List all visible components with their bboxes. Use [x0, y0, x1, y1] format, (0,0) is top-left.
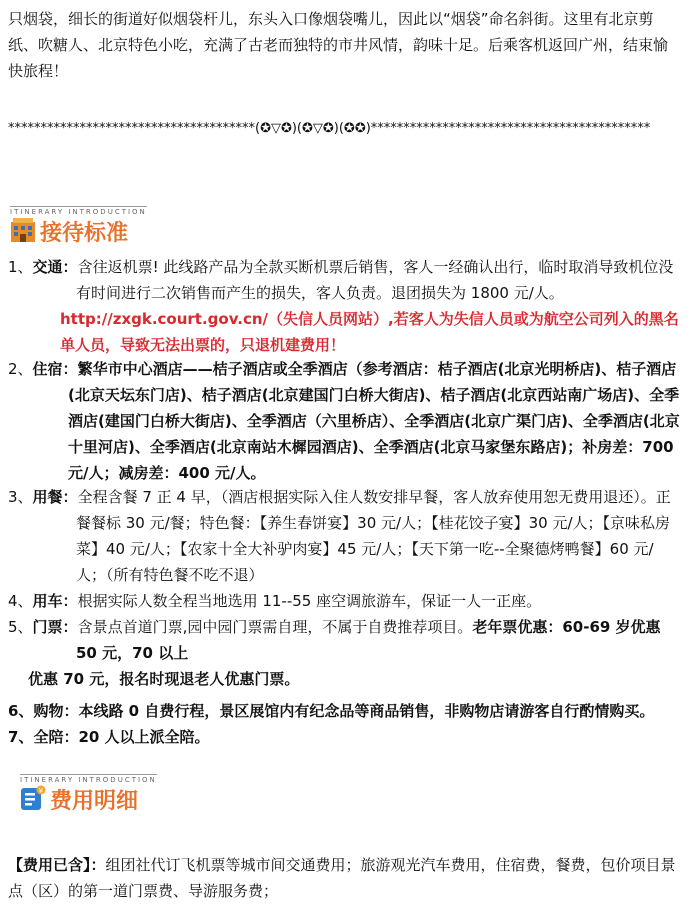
item-text: 全程含餐 7 正 4 早，（酒店根据实际入住人数安排早餐，客人放弃使用恕无费用退还）。正餐餐标 30 元/餐；特色餐：【养生春饼宴】30 元/人；【桂花饺子宴】30 元/人；【京味私房菜】40 元/人；【农家十全大补驴肉宴】45 元/人；【天下第一吃--全聚德烤鸭餐】60 元/人；（所有特色餐不吃不退） [76, 488, 671, 584]
svg-text:¥: ¥ [38, 787, 44, 795]
item-number: 2、 [8, 360, 33, 378]
item-text: 含往返机票! 此线路产品为全款买断机票后销售，客人一经确认出行，临时取消导致机位没有时间进行二次销售而产生的损失，客人负责。退团损失为 1800 元/人。 [76, 258, 674, 302]
item-label: 门票： [32, 618, 78, 636]
section-header-reception [10, 206, 147, 248]
item-ticket [8, 614, 682, 692]
intro-paragraph: 只烟袋，细长的街道好似烟袋杆儿，东头入口像烟袋嘴儿，因此以“烟袋”命名斜街。这里有北京剪纸、吹糖人、北京特色小吃，充满了古老而独特的市井风情，韵味十足。后乘客机返回广州，结束愉快旅程！ [8, 10, 669, 80]
bill-icon [20, 785, 46, 819]
star-divider: **************************************(✪▽✪)(✪▽✪)(✪✪)******************************************* [8, 121, 651, 136]
item-traffic [8, 254, 682, 358]
hotel-icon [10, 217, 36, 251]
item-meal [8, 484, 682, 588]
item-number: 4、 [8, 592, 33, 610]
item-number: 6、 [8, 702, 34, 720]
item-label: 用餐： [32, 488, 78, 506]
senior-discount: 老年票优惠：60-69 岁优惠 50 元，70 以上 [76, 618, 661, 662]
fee-included-label: 【费用已含】： [8, 856, 106, 874]
item-number: 5、 [8, 618, 33, 636]
item-text: 含景点首道门票,园中园门票需自理，不属于自费推荐项目。 [77, 618, 473, 636]
section-en-label: ITINERARY INTRODUCTION [10, 208, 147, 216]
item-guide [8, 724, 682, 750]
item-car [8, 588, 682, 614]
item-shopping [8, 698, 682, 724]
item-label: 住宿： [32, 360, 78, 378]
item-text: 根据实际人数全程当地选用 11--55 座空调旅游车，保证一人一正座。 [77, 592, 542, 610]
fee-included [8, 852, 682, 904]
item-number: 7、 [8, 728, 34, 746]
item-text: 购物：本线路 0 自费行程，景区展馆内有纪念品等商品销售，非购物店请游客自行酌情购买。 [33, 702, 655, 720]
item-label: 交通： [32, 258, 78, 276]
item-text: 繁华市中心酒店——桔子酒店或全季酒店（参考酒店：桔子酒店(北京光明桥店)、桔子酒店(北京天坛东门店)、桔子酒店(北京建国门白桥大街店)、桔子酒店(北京西站南广场店)、全季酒店(建国门白桥大街店)、全季酒店（六里桥店）、全季酒店(北京广渠门店)、全季酒店(北京十里河店)、全季酒店(北京南站木樨园酒店)、全季酒店(北京马家堡东路店)；补房差：700 元/人；减房差：400 元/人。 [68, 360, 680, 482]
fee-included-text: 组团社代订飞机票等城市间交通费用；旅游观光汽车费用，住宿费，餐费，包价项目景点（区）的第一道门票费、导游服务费； [8, 856, 676, 900]
item-number: 1、 [8, 258, 33, 276]
section-title-reception: 接待标准 [40, 221, 129, 246]
section-header-fees [20, 774, 157, 816]
section-title-fees: 费用明细 [50, 789, 139, 814]
item-number: 3、 [8, 488, 33, 506]
item-label: 用车： [32, 592, 78, 610]
item-hotel [8, 356, 682, 486]
dishonest-warning: http://zxgk.court.gov.cn/（失信人员网站）,若客人为失信人员或为航空公司列入的黑名单人员，导致无法出票的，只退机建费用！ [60, 310, 679, 354]
senior-discount-cont: 优惠 70 元，报名时现退老人优惠门票。 [28, 670, 300, 688]
item-text: 全陪：20 人以上派全陪。 [33, 728, 210, 746]
section-en-label: ITINERARY INTRODUCTION [20, 776, 157, 784]
